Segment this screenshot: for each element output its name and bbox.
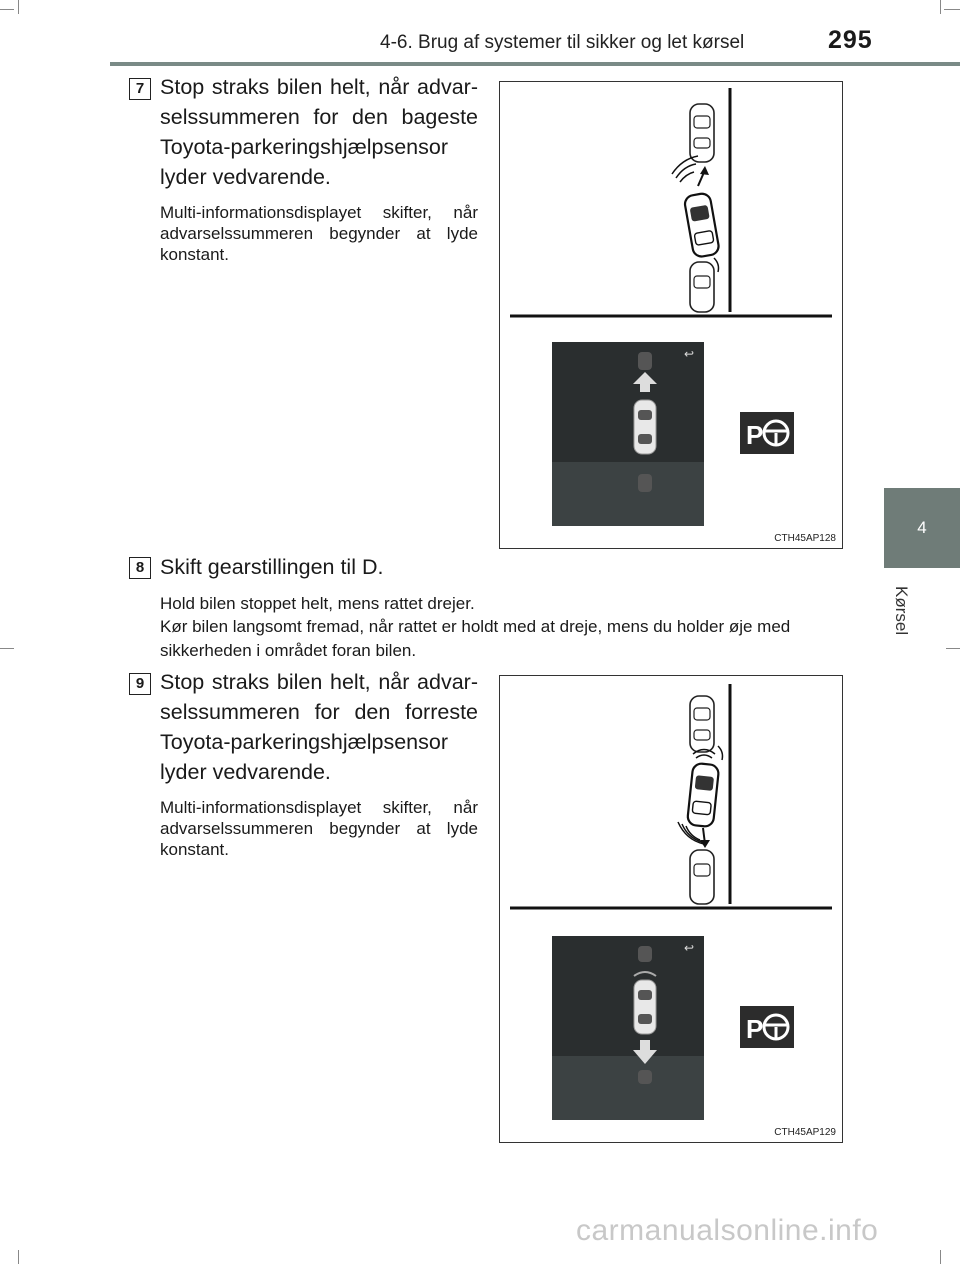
figure-code: CTH45AP129 [774,1127,836,1138]
step-heading: Skift gearstillingen til D. [160,555,384,579]
header-rule [110,62,960,66]
crop-mark [940,1250,941,1264]
crop-mark [940,0,941,14]
step-note: Hold bilen stoppet helt, mens rattet drejer. [160,594,475,613]
car-icon [690,104,714,162]
step-note: Kør bilen langsomt fremad, når rattet er holdt med at dreje, mens du holder øje med sikkerheden i området foran bilen. [160,617,791,660]
parking-illustration [500,82,844,550]
svg-text:P: P [746,420,764,450]
car-icon [684,192,720,258]
step-heading: Stop straks bilen helt, når advar-selssummeren for den bageste Toyota-parkeringshjælpsensor lyder vedvarende. [160,75,478,189]
crop-mark [0,9,14,10]
crop-mark [18,1250,19,1264]
crop-mark [0,648,14,649]
car-icon [634,400,656,454]
crop-mark [944,9,960,10]
car-icon [687,763,719,827]
svg-text:P: P [746,1014,764,1044]
illustration-figure [499,675,843,1143]
step-number-box: 7 [129,78,151,100]
watermark: carmanualsonline.info [576,1214,879,1247]
step-number-box: 9 [129,673,151,695]
chapter-tab: 4 [884,488,960,568]
return-arrow-icon: ↩ [684,347,695,361]
return-arrow-icon: ↩ [684,941,695,955]
parking-assist-steering-icon [740,1006,794,1048]
section-title: 4-6. Brug af systemer til sikker og let kørsel [380,32,745,53]
car-icon [634,980,656,1034]
step-note: Multi-informationsdisplayet skifter, når advarselssummeren begynder at lyde konstant. [160,798,478,859]
parking-assist-steering-icon [740,412,794,454]
car-icon [690,850,714,904]
chapter-name-label [885,586,925,656]
parking-illustration [500,676,844,1144]
figure-code: CTH45AP128 [774,533,836,544]
crop-mark [18,0,19,14]
step-number-box: 8 [129,557,151,579]
page-number: 295 [828,26,873,54]
step-note: Multi-informationsdisplayet skifter, når advarselssummeren begynder at lyde konstant. [160,203,478,264]
step-heading: Stop straks bilen helt, når advar-selssummeren for den forreste Toyota-parkeringshjælpsensor lyder vedvarende. [160,670,478,784]
illustration-figure [499,81,843,549]
car-icon [690,262,714,312]
car-icon [690,696,714,752]
crop-mark [946,648,960,649]
chapter-name: Kørsel [892,586,911,636]
